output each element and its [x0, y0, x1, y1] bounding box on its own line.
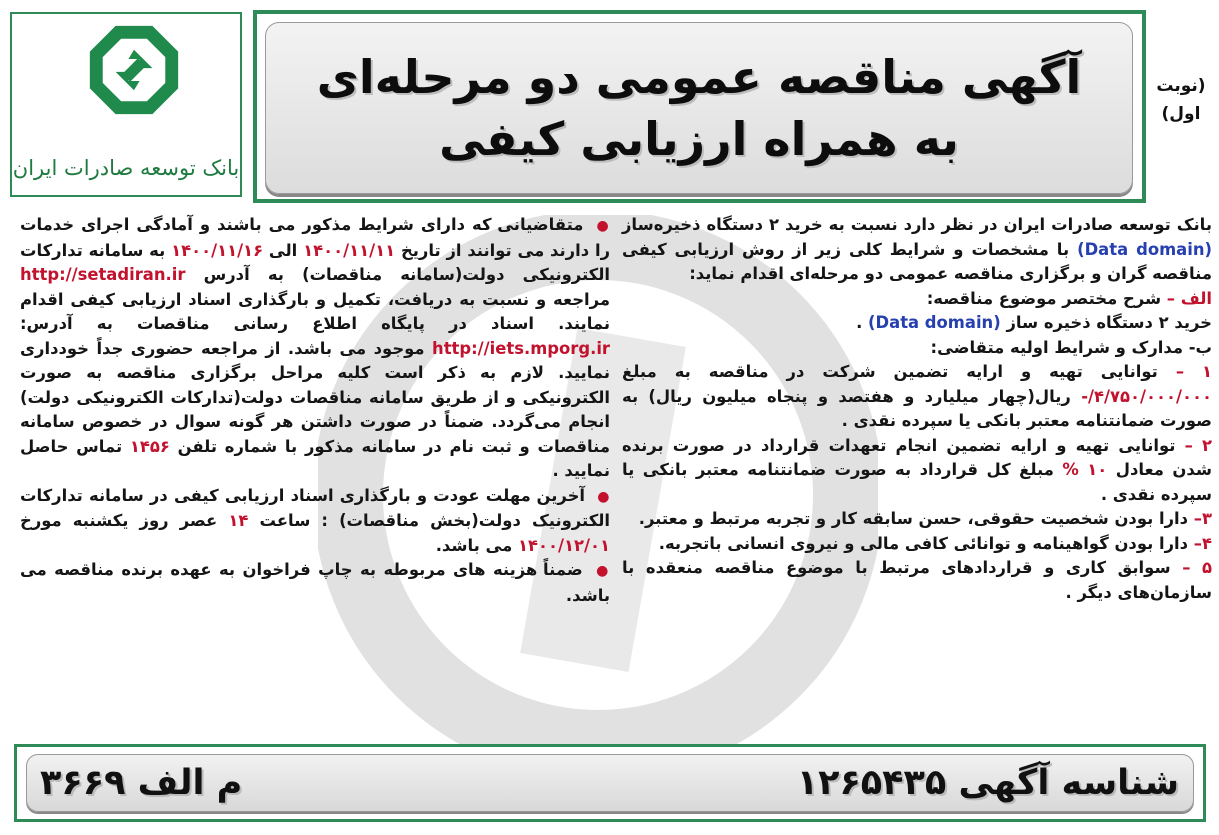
- ad-code: م الف ۳۶۶۹: [40, 763, 243, 803]
- date-to: ۱۴۰۰/۱۱/۱۶: [171, 240, 264, 260]
- title-line-1: آگهی مناقصه عمومی دو مرحله‌ای: [316, 50, 1082, 104]
- bullet-icon: ●: [597, 488, 610, 505]
- date-from: ۱۴۰۰/۱۱/۱۱: [303, 240, 396, 260]
- requirement-item-4: ۴– دارا بودن گواهینامه و توانائی کافی مالی و نیروی انسانی باتجربه.: [658, 533, 1212, 553]
- bank-logo-box: [10, 12, 242, 197]
- requirement-item-1: ۱ – توانایی تهیه و ارایه تضمین شرکت در مناقصه به مبلغ ۴/۷۵۰/۰۰۰/۰۰۰/- ریال(چهار میلیارد و هفتصد و پنجاه میلیون ریال) به صورت ضمانتنامه معتبر بانکی یا سپرده نقدی .: [622, 362, 1212, 430]
- notice-round-label: (نوبت اول): [1156, 76, 1206, 124]
- left-column: [20, 213, 610, 608]
- deadline-date: ۱۴۰۰/۱۲/۰۱: [517, 535, 610, 555]
- bank-emblem-icon: [88, 24, 180, 116]
- requirement-item-5: ۵ – سوابق کاری و قراردادهای مرتبط با موضوع مناقصه منعقده با سازمان‌های دیگر .: [622, 558, 1212, 602]
- purchase-line: خرید ۲ دستگاه ذخیره ساز (Data domain) .: [856, 313, 1212, 332]
- right-column: [622, 213, 1212, 605]
- section-a: الف – شرح مختصر موضوع مناقصه:: [926, 288, 1212, 308]
- requirement-item-2: ۲ – توانایی تهیه و ارایه تضمین انجام تعهدات قرارداد در صورت برنده شدن معادل ۱۰ % مبلغ کل قرارداد به صورت ضمانتنامه معتبر بانکی یا سپرده نقدی .: [622, 435, 1212, 504]
- deadline-paragraph: ● آخرین مهلت عودت و بارگذاری اسناد ارزیابی کیفی در سامانه تدارکات الکترونیک دولت(بخش مناقصات) : ساعت ۱۴ عصر روز یکشنبه مورخ ۱۴۰۰/۱۲/۰۱ می باشد.: [20, 485, 610, 555]
- setadiran-link[interactable]: http://setadiran.ir: [20, 265, 186, 284]
- instructions-paragraph: ● متقاضیانی که دارای شرایط مذکور می باشند و آمادگی اجرای خدمات را دارند می توانند از تاریخ ۱۴۰۰/۱۱/۱۱ الی ۱۴۰۰/۱۱/۱۶ به سامانه تدارکات الکترونیکی دولت(سامانه مناقصات) به آدرس http://setadiran.ir مراجعه و نسبت به دریافت، تکمیل و بارگذاری اسناد ارزیابی کیفی اقدام نمایند. اسناد در پایگاه اطلاع رسانی مناقصات به آدرس: http://iets.mporg.ir موجود می باشد. از مراجعه حضوری جداً خودداری نمایید. لازم به ذکر است کلیه مراحل برگزاری مناقصه به صورت الکترونیکی و از طریق سامانه مناقصات دولت(تدارکات الکترونیکی دولت) انجام می‌گردد. ضمناً در صورت داشتن هر گونه سوال در خصوص سامانه مناقصات و ثبت نام در سامانه مذکور با شماره تلفن ۱۴۵۶ تماس حاصل نمایید .: [20, 215, 611, 480]
- section-b: ب- مدارک و شرایط اولیه متقاضی:: [930, 337, 1212, 357]
- product-name: (Data domain): [1077, 239, 1212, 259]
- phone-number: ۱۴۵۶: [129, 436, 170, 456]
- costs-paragraph: ● ضمناً هزینه های مربوطه به چاپ فراخوان به عهده برنده مناقصه می باشد.: [20, 560, 610, 605]
- bullet-icon: ●: [596, 218, 610, 234]
- ad-id: شناسه آگهی ۱۲۶۵۴۳۵: [796, 763, 1179, 803]
- title-line-2: به همراه ارزیابی کیفی: [439, 112, 959, 166]
- iets-link[interactable]: http://iets.mporg.ir: [432, 338, 611, 358]
- requirement-item-3: ۳– دارا بودن شخصیت حقوقی، حسن سابقه کار و تجربه مرتبط و معتبر.: [638, 509, 1212, 528]
- bullet-icon: ●: [596, 563, 610, 579]
- title-panel: [265, 22, 1133, 194]
- intro-paragraph: بانک توسعه صادرات ایران در نظر دارد نسبت به خرید ۲ دستگاه ذخیره‌ساز (Data domain) با مشخصات و شرایط کلی زیر از روش ارزیابی کیفی مناقصه گران و برگزاری مناقصه عمومی دو مرحله‌ای اقدام نماید:: [622, 215, 1212, 283]
- bank-name-logotype: بانک توسعه صادرات ایران: [12, 156, 240, 180]
- guarantee-amount: ۴/۷۵۰/۰۰۰/۰۰۰/-: [1081, 386, 1212, 406]
